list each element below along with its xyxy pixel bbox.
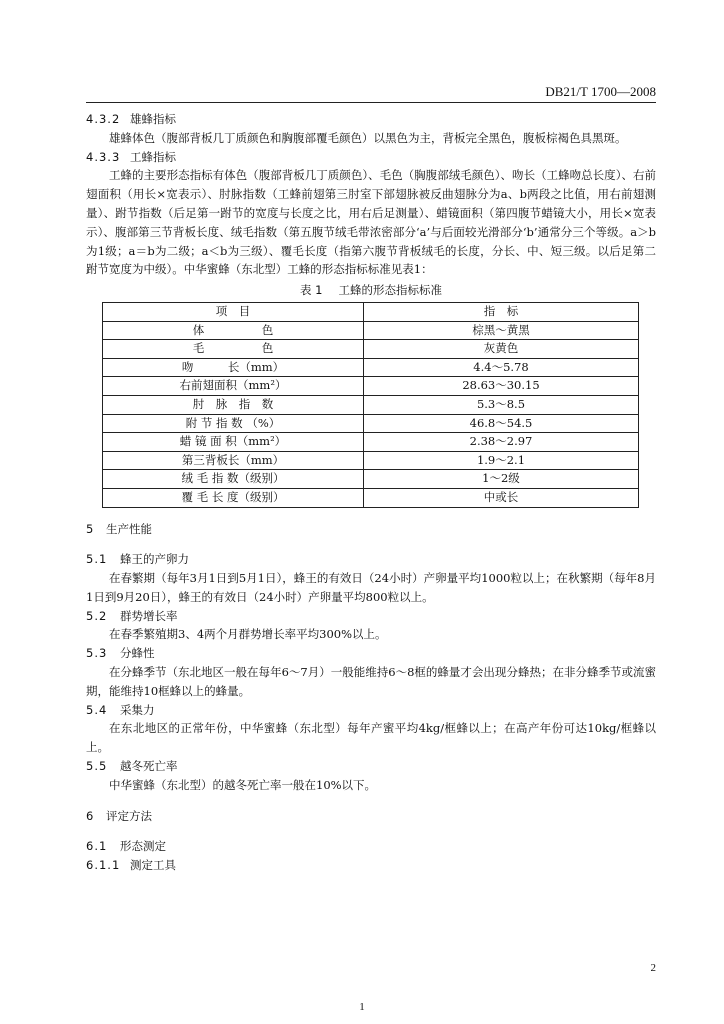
paragraph-swarming: 在分蜂季节（东北地区一般在每年6～7月）一般能维持6～8框的蜂量才会出现分蜂热；在非分蜂季节或流蜜期，能维持10框蜂以上的蜂量。 xyxy=(86,665,656,698)
section-heading-4-3-2: 4.3.2 雄蜂指标 xyxy=(86,112,176,126)
section-heading-5-4: 5.4 采集力 xyxy=(86,702,155,717)
page-number-center: 1 xyxy=(359,1001,365,1013)
doc-code: DB21/T 1700—2008 xyxy=(545,84,656,99)
section-heading-6-1: 6.1 形态测定 xyxy=(86,839,166,854)
table-row: 绒 毛 指 数（级别） 1～2级 xyxy=(103,470,639,489)
table-row: 右前翅面积（mm²） 28.63～30.15 xyxy=(103,377,639,396)
table-row: 肘 脉 指 数 5.3～8.5 xyxy=(103,395,639,414)
paragraph-collecting: 在东北地区的正常年份，中华蜜蜂（东北型）每年产蜜平均4kg/框蜂以上；在高产年份可达10kg/框蜂以上。 xyxy=(86,721,656,755)
section-heading-4-3-3: 4.3.3 工蜂指标 xyxy=(86,149,176,164)
document-body xyxy=(86,110,656,875)
table-row: 附 节 指 数 （%） 46.8～54.5 xyxy=(103,414,639,433)
table-row: 第三背板长（mm） 1.9～2.1 xyxy=(103,451,639,470)
table-row: 体 色 棕黑～黄黑 xyxy=(103,321,639,340)
section-heading-5-5: 5.5 越冬死亡率 xyxy=(86,759,178,774)
table-header-value: 指 标 xyxy=(364,302,639,321)
paragraph-egg-laying: 在春繁期（每年3月1日到5月1日），蜂王的有效日（24小时）产卵量平均1000粒以上；在秋繁期（每年8月1日到9月20日），蜂王的有效日（24小时）产卵量平均800粒以上。 xyxy=(86,571,656,604)
table-caption: 表 1 工蜂的形态指标标准 xyxy=(300,283,442,298)
page-number-right: 2 xyxy=(650,962,656,974)
table-row: 覆 毛 长 度（级别） 中或长 xyxy=(103,488,639,507)
paragraph-drone-indicators: 雄蜂体色（腹部背板几丁质颜色和胸腹部覆毛颜色）以黑色为主，背板完全黑色，腹板棕褐色具黑斑。 xyxy=(109,130,627,145)
section-heading-6: 6 评定方法 xyxy=(86,808,152,823)
table-row: 吻 长（mm） 4.4～5.78 xyxy=(103,358,639,377)
section-heading-5: 5 生产性能 xyxy=(86,521,152,536)
table-header-row xyxy=(103,302,639,321)
table-row: 蜡 镜 面 积（mm²） 2.38～2.97 xyxy=(103,433,639,452)
section-heading-5-3: 5.3 分蜂性 xyxy=(86,646,155,661)
paragraph-wintering: 中华蜜蜂（东北型）的越冬死亡率一般在10%以下。 xyxy=(109,777,377,792)
table-header-item: 项 目 xyxy=(103,302,364,321)
paragraph-colony-growth: 在春季繁殖期3、4两个月群势增长率平均300%以上。 xyxy=(109,627,387,642)
section-heading-6-1-1: 6.1.1 测定工具 xyxy=(86,858,176,873)
worker-morphology-table xyxy=(102,302,639,508)
table-row: 毛 色 灰黄色 xyxy=(103,340,639,359)
paragraph-worker-indicators: 工蜂的主要形态指标有体色（腹部背板几丁质颜色）、毛色（胸腹部绒毛颜色）、吻长（工蜂吻总长度）、右前翅面积（用长×宽表示）、肘脉指数（工蜂前翅第三肘室下部翅脉被反曲翅脉分为a、b两段之比值，用右前翅测量）、跗节指数（后足第一跗节的宽度与长度之比，用右后足测量）、蜡镜面积（第四腹节蜡镜大小，用长×宽表示）、腹部第三节背板长度、绒毛指数（第五腹节绒毛带浓密部分‘a’与后面较光滑部分‘b’通常分三个等级。a＞b为1级；a＝b为二级；a＜b为三级）、覆毛长度（指第六腹节背板绒毛的长度，分长、中、短三级。以后足第二跗节宽度为中级）。中华蜜蜂（东北型）工蜂的形态指标标准见表1： xyxy=(86,168,656,277)
section-heading-5-1: 5.1 蜂王的产卵力 xyxy=(86,552,189,567)
section-heading-5-2: 5.2 群势增长率 xyxy=(86,608,178,623)
header-rule xyxy=(86,102,656,103)
